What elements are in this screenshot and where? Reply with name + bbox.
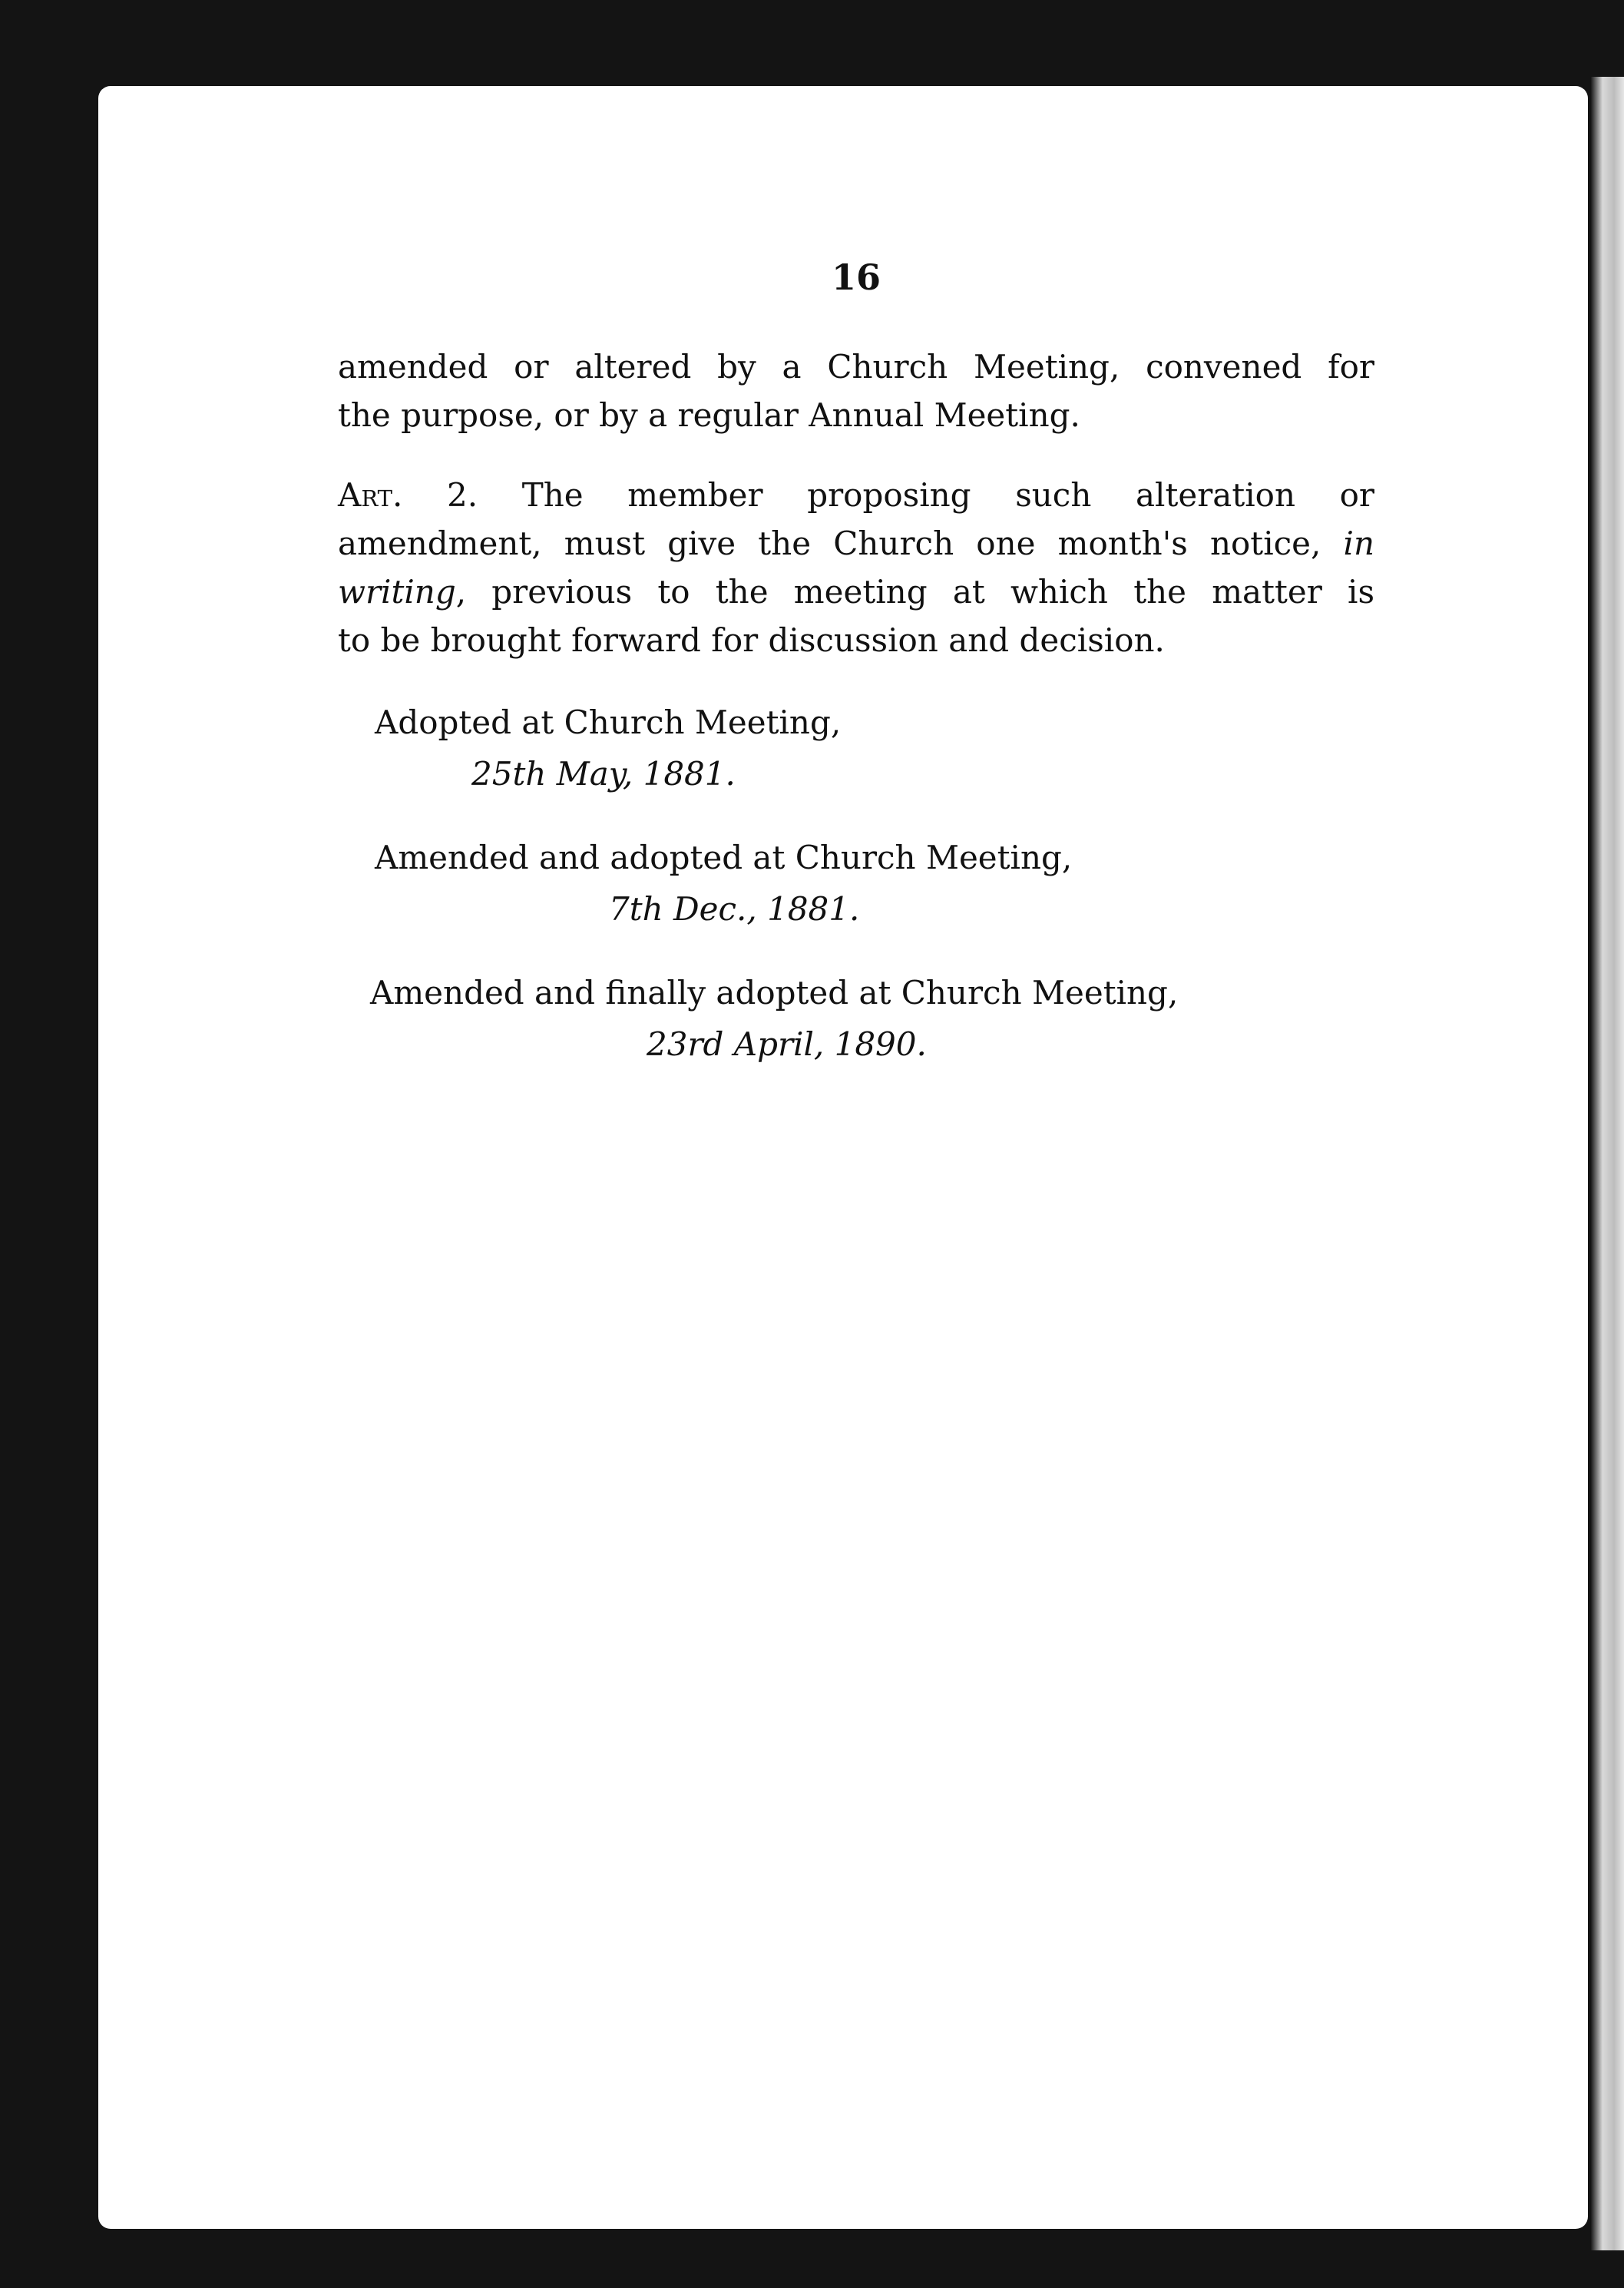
adoption-text: Amended and finally adopted at Church Meeting,: [370, 974, 1179, 1012]
text-line: [338, 471, 1374, 519]
page-number: 16: [831, 257, 881, 298]
text-segment: , previous to the meeting at which the matter is: [455, 573, 1374, 611]
text-line: to be brought forward for discussion and decision.: [338, 621, 1165, 659]
article-label: Art. 2.: [338, 476, 478, 514]
text-line: [338, 519, 1374, 568]
text-line: amended or altered by a Church Meeting, convened for: [338, 348, 1374, 386]
italic-text: in: [1343, 525, 1374, 562]
adoption-date: 7th Dec., 1881.: [609, 890, 860, 928]
adoption-record: [375, 704, 841, 793]
adoption-date: 25th May, 1881.: [471, 755, 736, 793]
adoption-text: Amended and adopted at Church Meeting,: [375, 839, 1073, 876]
adoption-date: 23rd April, 1890.: [647, 1025, 927, 1063]
adjacent-page-edge: [1591, 77, 1624, 2250]
text-segment: amendment, must give the Church one month's notice,: [338, 525, 1344, 562]
italic-text: writing: [338, 573, 456, 611]
adoption-record: [370, 974, 1178, 1063]
text-line: the purpose, or by a regular Annual Meeting.: [338, 396, 1080, 434]
paragraph-amendment-conditions: [338, 343, 1374, 439]
adoption-record: [375, 839, 1072, 928]
adoption-text: Adopted at Church Meeting,: [375, 704, 842, 741]
text-segment: The member proposing such alteration or: [478, 476, 1374, 514]
article-2-paragraph: [338, 471, 1374, 664]
text-line: [338, 568, 1374, 616]
